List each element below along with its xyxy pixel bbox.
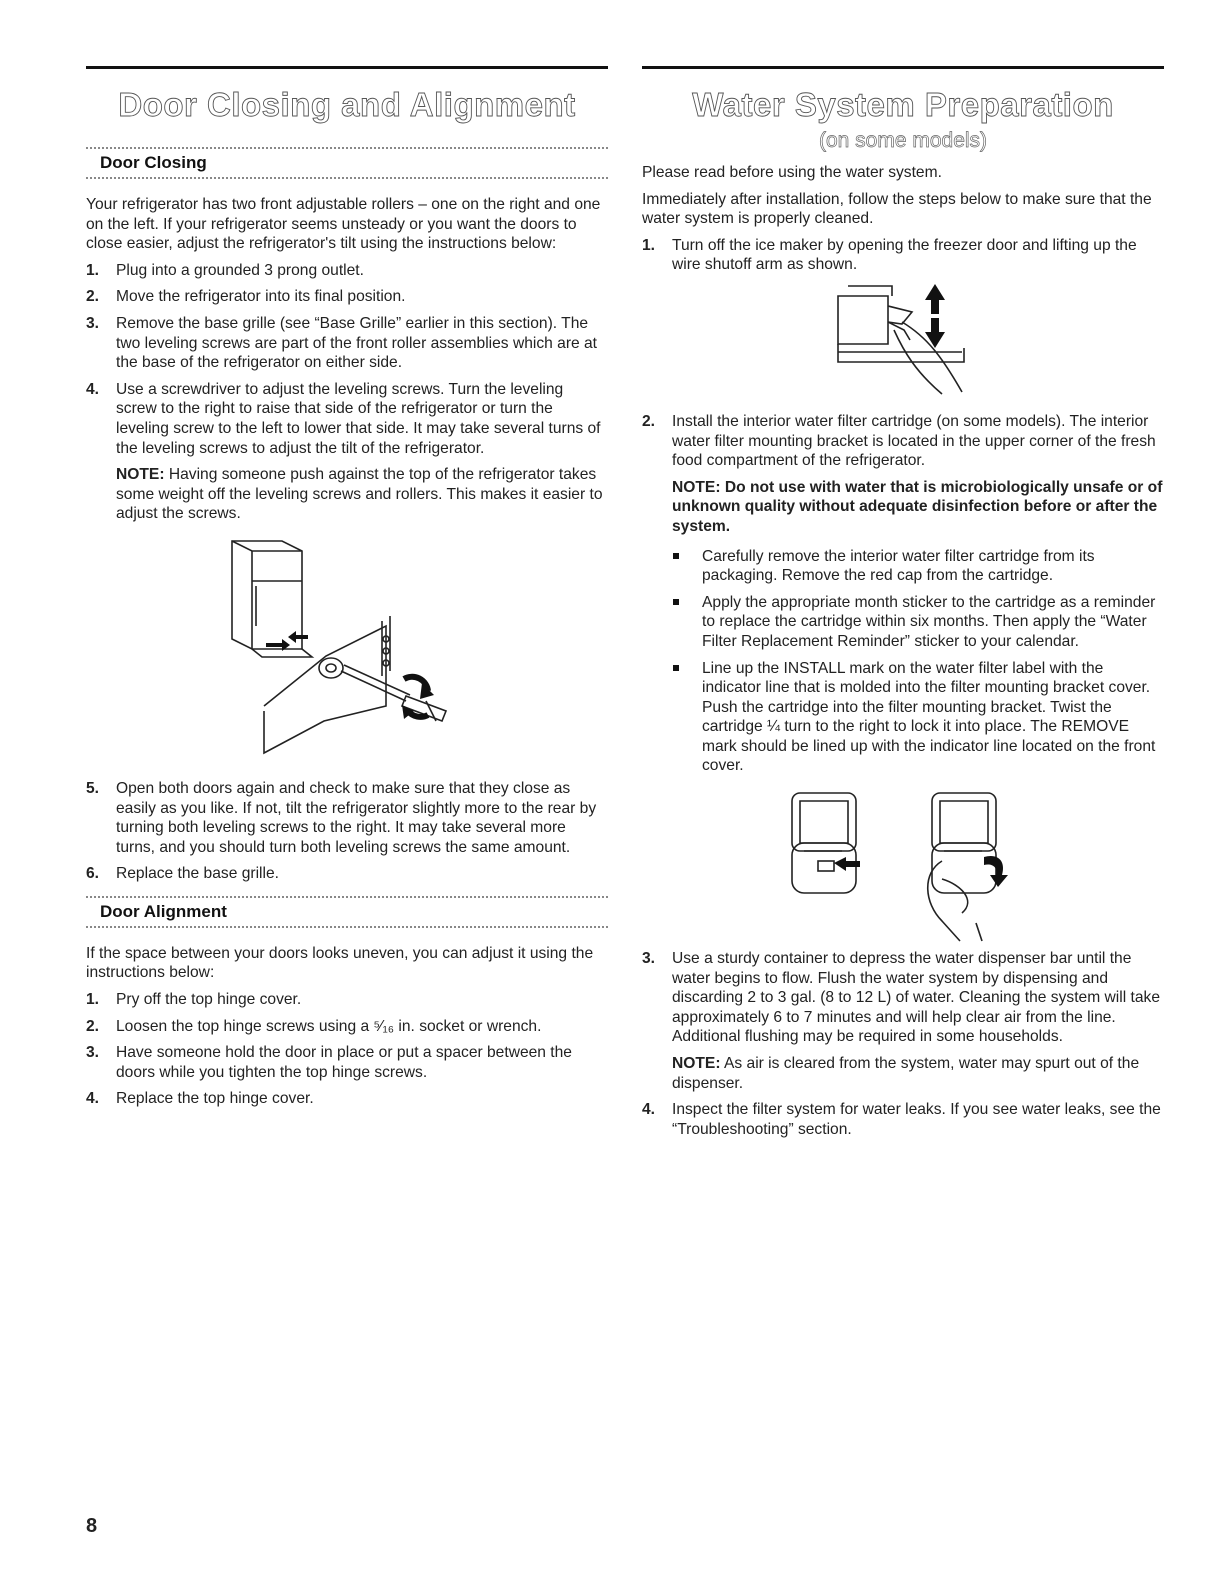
step-text: Replace the top hinge cover. [116, 1090, 314, 1108]
step-number: 3. [642, 950, 656, 968]
step-number: 1. [642, 236, 656, 254]
step-text: Inspect the filter system for water leaks. If you see water leaks, see the “Troubleshooting” section. [672, 1101, 1161, 1138]
leveling-screw-illustration [86, 531, 608, 771]
page-number: 8 [86, 1515, 98, 1537]
dotted-rule [86, 177, 608, 179]
bullet-marker [673, 599, 679, 605]
list-item [86, 1043, 608, 1082]
list-item [86, 261, 608, 281]
note-label: NOTE: [672, 1055, 721, 1073]
step-number: 4. [642, 1101, 656, 1119]
list-item [86, 380, 608, 458]
step-number: 1. [86, 261, 100, 279]
bullet-marker [673, 665, 679, 671]
step-number: 2. [642, 412, 656, 430]
list-item [642, 1100, 1164, 1139]
dotted-rule [86, 926, 608, 928]
leveling-note [86, 465, 608, 524]
step-number: 3. [86, 1044, 100, 1062]
step-number: 4. [86, 380, 100, 398]
list-item [86, 287, 608, 307]
list-item [86, 314, 608, 373]
step-number: 2. [86, 1017, 100, 1035]
step-text: Plug into a grounded 3 prong outlet. [116, 261, 364, 279]
bullet-text: Carefully remove the interior water filter cartridge from its packaging. Remove the red cap from the cartridge. [702, 547, 1095, 585]
bullet-item [642, 547, 1164, 586]
note-text: Having someone push against the top of the refrigerator takes some weight off the leveling screws and rollers. This makes it easier to adjust the screws. [116, 466, 603, 523]
read-before-text: Please read before using the water system. [642, 164, 942, 181]
step-text: Use a screwdriver to adjust the leveling screws. Turn the leveling screw to the right to raise that side of the refrigerator or turn the leveling screw to the left to lower that side. It may take several turns of the leveling screws to adjust the tilt of the refrigerator. [116, 380, 601, 457]
bullet-item [642, 593, 1164, 652]
warning-note: NOTE: Do not use with water that is microbiologically unsafe or of unknown quality without adequate disinfection before or after the system. [672, 478, 1163, 535]
list-item [86, 779, 608, 857]
water-filter-illustration [642, 783, 1164, 943]
list-item [86, 864, 608, 884]
step-text: Open both doors again and check to make sure that they close as easily as you like. If not, tilt the refrigerator slightly more to the rear by turning both leveling screws to the right. It may take several more turns, and you should turn both leveling screws the same amount. [116, 779, 597, 856]
step-number: 1. [86, 991, 100, 1009]
step-text: Have someone hold the door in place or put a spacer between the doors while you tighten the top hinge screws. [116, 1044, 572, 1081]
intro-text: Immediately after installation, follow the steps below to make sure that the water system is properly cleaned. [642, 190, 1152, 228]
step-text: Move the refrigerator into its final position. [116, 288, 406, 306]
bullet-item [642, 659, 1164, 777]
list-item [642, 236, 1164, 275]
note-label: NOTE: [116, 466, 165, 484]
step-text: Remove the base grille (see “Base Grille” earlier in this section). The two leveling screws are part of the front roller assemblies which are at the base of the refrigerator on either side. [116, 314, 598, 372]
step-number: 4. [86, 1090, 100, 1108]
left-column [86, 66, 608, 1116]
step-text: Pry off the top hinge cover. [116, 991, 302, 1009]
right-column [642, 66, 1164, 1146]
note-text: As air is cleared from the system, water may spurt out of the dispenser. [672, 1055, 1140, 1092]
top-rule [642, 66, 1164, 69]
air-note [642, 1054, 1164, 1093]
step-number: 2. [86, 288, 100, 306]
bullet-text: Line up the INSTALL mark on the water filter label with the indicator line that is molded into the filter mounting bracket cover. Push the cartridge into the filter mounting bracket. Twist the cartridge ¼ turn to the right to lock it into place. The REMOVE mark should be lined up with the indicator line located on the front cover. [702, 659, 1156, 775]
step-number: 5. [86, 779, 100, 797]
top-rule [86, 66, 608, 69]
section-subtitle: (on some models) [818, 129, 988, 152]
step-number: 6. [86, 865, 100, 883]
subheading-door-alignment: Door Alignment [100, 901, 227, 921]
section-title-water: Water System Preparation [692, 86, 1114, 123]
list-item [86, 1089, 608, 1109]
step-text: Install the interior water filter cartridge (on some models). The interior water filter mounting bracket is located in the upper corner of the fresh food compartment of the refrigerator. [672, 412, 1156, 470]
section-title-door: Door Closing and Alignment [118, 86, 576, 123]
subheading-door-closing: Door Closing [100, 153, 207, 172]
bullet-text: Apply the appropriate month sticker to the cartridge as a reminder to replace the cartridge within six months. Then apply the “Water Filter Replacement Reminder” sticker to your calendar. [702, 593, 1156, 650]
door-alignment-intro: If the space between your doors looks uneven, you can adjust it using the instructions below: [86, 944, 594, 982]
ice-maker-illustration [642, 282, 1164, 412]
step-text: Loosen the top hinge screws using a ⁵⁄₁₆ in. socket or wrench. [116, 1017, 542, 1035]
step-text: Use a sturdy container to depress the water dispenser bar until the water begins to flow. Flush the water system by dispensing and discarding 2 to 3 gal. (8 to 12 L) of water. Cleaning the system will take approximately 6 to 7 minutes and will help clear air from the line. Additional flushing may be required in some households. [672, 950, 1160, 1046]
list-item [642, 412, 1164, 471]
list-item [86, 1017, 608, 1037]
door-closing-intro: Your refrigerator has two front adjustable rollers – one on the right and one on the left. If your refrigerator seems unsteady or you want the doors to close easier, adjust the refrigerator's tilt using the instructions below: [86, 196, 601, 253]
step-text: Replace the base grille. [116, 865, 279, 883]
step-text: Turn off the ice maker by opening the freezer door and lifting up the wire shutoff arm as shown. [672, 236, 1137, 274]
bullet-marker [673, 553, 679, 559]
step-number: 3. [86, 314, 100, 332]
list-item [642, 949, 1164, 1047]
list-item [86, 990, 608, 1010]
